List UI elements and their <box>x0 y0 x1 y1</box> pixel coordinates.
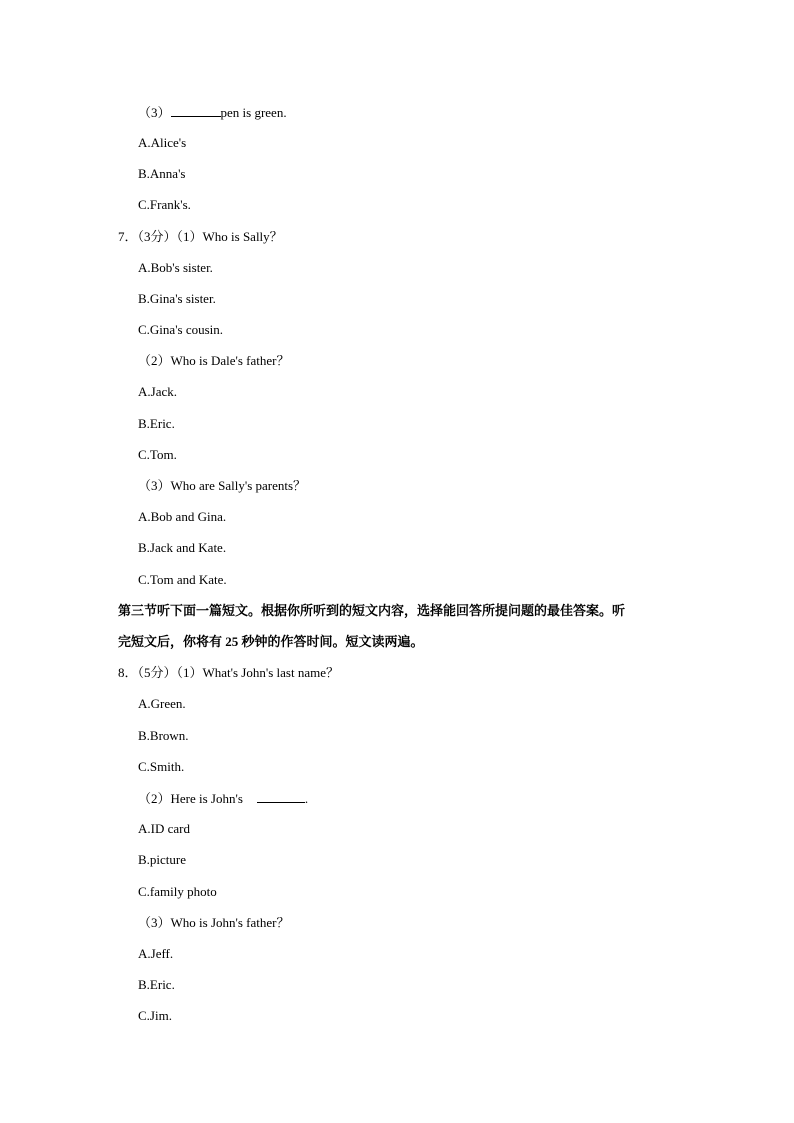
q8-sub3-stem: （3）Who is John's father？ <box>138 915 290 930</box>
q7-sub1-option-a: A.Bob's sister. <box>138 260 213 275</box>
section3-instruction-line2: 完短文后，你将有 25 秒钟的作答时间。短文读两遍。 <box>118 634 424 649</box>
answer-blank <box>257 790 305 803</box>
q8-sub2-stem <box>138 790 308 807</box>
q8-sub1-option-a: A.Green. <box>138 696 186 711</box>
q6-sub3-suffix: pen is green. <box>220 105 287 120</box>
q8-sub2-option-b: B.picture <box>138 852 187 867</box>
q8-header: 8．（5分）（1）What's John's last name？ <box>118 665 339 680</box>
answer-blank <box>171 104 221 117</box>
q8-sub2-suffix: . <box>304 791 309 806</box>
q6-sub3-option-b: B.Anna's <box>138 166 186 181</box>
q8-sub3-option-c: C.Jim. <box>138 1008 172 1023</box>
q6-sub3-option-a: A.Alice's <box>138 135 187 150</box>
q7-sub2-stem: （2）Who is Dale's father？ <box>138 353 290 368</box>
q7-sub1-option-c: C.Gina's cousin. <box>138 322 224 337</box>
q8-sub1-option-b: B.Brown. <box>138 728 189 743</box>
q8-sub2-option-a: A.ID card <box>138 821 190 836</box>
q8-sub2-option-c: C.family photo <box>138 884 217 899</box>
q7-sub2-option-c: C.Tom. <box>138 447 177 462</box>
q7-header: 7．（3分）（1）Who is Sally？ <box>118 229 283 244</box>
q6-sub3-prefix: （3） <box>138 105 171 120</box>
q7-sub3-option-c: C.Tom and Kate. <box>138 572 227 587</box>
q7-sub3-stem: （3）Who are Sally's parents？ <box>138 478 307 493</box>
q8-sub3-option-b: B.Eric. <box>138 977 175 992</box>
q7-sub2-option-b: B.Eric. <box>138 416 175 431</box>
q7-sub3-option-b: B.Jack and Kate. <box>138 540 227 555</box>
q8-sub2-prefix: （2）Here is John's <box>138 791 243 806</box>
q6-sub3-option-c: C.Frank's. <box>138 197 191 212</box>
q7-sub2-option-a: A.Jack. <box>138 384 177 399</box>
q7-sub3-option-a: A.Bob and Gina. <box>138 509 227 524</box>
q8-sub3-option-a: A.Jeff. <box>138 946 174 961</box>
q7-sub1-option-b: B.Gina's sister. <box>138 291 216 306</box>
q8-sub1-option-c: C.Smith. <box>138 759 185 774</box>
q6-sub3-stem <box>138 104 287 121</box>
section3-instruction-line1: 第三节听下面一篇短文。根据你所听到的短文内容，选择能回答所提问题的最佳答案。听 <box>118 603 626 618</box>
